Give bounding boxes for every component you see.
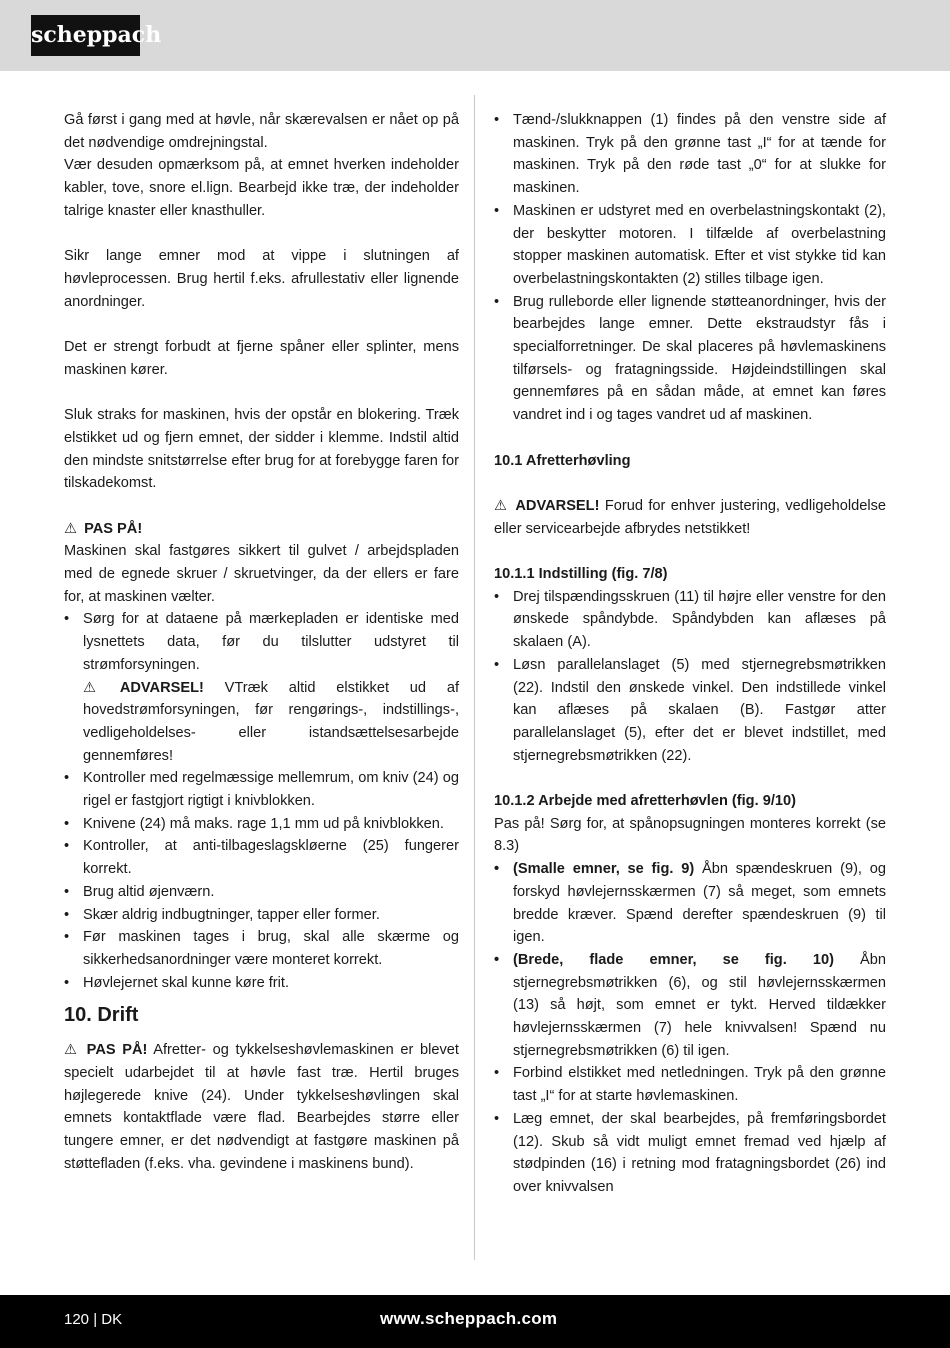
- list-item: • Høvlejernet skal kunne køre frit.: [64, 974, 290, 991]
- left-column: [64, 109, 459, 1176]
- list-item: • Skær aldrig indbugtninger, tapper eller former.: [64, 906, 380, 923]
- list-item: • Knivene (24) må maks. rage 1,1 mm ud på knivblokken.: [64, 815, 444, 832]
- paragraph: Sikr lange emner mod at vippe i slutningen af høvleprocessen. Brug hertil f.eks. afrullestativ eller lignende anordninger.: [64, 248, 459, 310]
- paragraph: Gå først i gang med at høvle, når skærevalsen er nået op på det nødvendige omdrejningstal.: [64, 112, 459, 151]
- list-item: • Sørg for at dataene på mærkepladen er identiske med lysnettets data, før du tilslutter udstyret til strømforsyningen.: [64, 611, 459, 673]
- warning-triangle-icon: ⚠: [64, 520, 78, 537]
- warning-triangle-icon: ⚠: [494, 497, 508, 514]
- right-column: [494, 109, 886, 1199]
- warning-label: PAS PÅ!: [84, 520, 143, 537]
- warning-heading: [64, 518, 459, 541]
- list-item: • Forbind elstikket med netledningen. Tryk på den grønne tast „I“ for at starte høvlemaskinen.: [494, 1065, 886, 1105]
- advarsel-note: ⚠ ADVARSEL! VTræk altid elstikket ud af hovedstrømforsyningen, før rengørings-, indstillings-, vedligeholdelses- eller istandsættelsesarbejde gennemføres!: [64, 677, 459, 768]
- list-item: • Læg emnet, der skal bearbejdes, på fremføringsbordet (12). Skub så vidt muligt emnet fremad ved hjælp af stødpinden (16) i retning mod fratagningsbordet (26) ind over knivvalsen: [494, 1110, 886, 1195]
- website-url: www.scheppach.com: [380, 1309, 558, 1328]
- list-item: • (Brede, flade emner, se fig. 10) Åbn stjernegrebsmøtrikken (6), og stil høvlejernsskærmen (13) så højt, som emnet er tykt. Herved tildækker høvlejernsskærmen (7) hele knivvalsen! Spænd nu stjernegrebsmøtrikken (6) til igen.: [494, 951, 886, 1059]
- list-item: • Drej tilspændingsskruen (11) til højre eller venstre for den ønskede spåndybde. Spåndybden kan aflæses på skalaen (A).: [494, 588, 886, 651]
- list-item: • Løsn parallelanslaget (5) med stjernegrebsmøtrikken (22). Indstil den ønskede vinkel. Den indstillede vinkel kan aflæses på skalaen (B). Fastgør atter parallelanslaget (5), efter det er blevet indstillet, med stjernegrebsmøtrikken (22).: [494, 656, 886, 764]
- advarsel-label: ADVARSEL!: [119, 679, 204, 696]
- header-bar: [0, 0, 950, 71]
- footer-bar: [0, 1295, 950, 1348]
- paragraph: Vær desuden opmærksom på, at emnet hverken indeholder kabler, tove, snore el.lign. Bearbejd ikke træ, der indeholder talrige knaster eller knasthuller.: [64, 157, 459, 219]
- list-item: • Tænd-/slukknappen (1) findes på den venstre side af maskinen. Tryk på den grønne tast „I“ for at tænde for maskinen. Tryk på den røde tast „0“ for at slukke for maskinen.: [494, 112, 886, 197]
- list-item: • (Smalle emner, se fig. 9) Åbn spændeskruen (9), og forskyd høvlejernsskærmen (7) så meget, som emnets bredde kræver. Spænd derefter spændeskruen (9) til igen.: [494, 861, 886, 946]
- list-item: • Brug altid øjenværn.: [64, 883, 215, 900]
- list-item: • Kontroller, at anti-tilbageslagskløerne (25) fungerer korrekt.: [64, 838, 459, 878]
- page-number: 120 | DK: [64, 1311, 123, 1328]
- warning-paragraph: ⚠ ADVARSEL! Forud for enhver justering, vedligeholdelse eller servicearbejde afbrydes netstikket!: [494, 495, 886, 540]
- paragraph: Pas på! Sørg for, at spånopsugningen monteres korrekt (se 8.3): [494, 815, 886, 855]
- subsection-heading: 10.1.2 Arbejde med afretterhøvlen (fig. 9/10): [494, 793, 796, 810]
- section-title: 10. Drift: [64, 1004, 139, 1027]
- list-item: • Brug rulleborde eller lignende støtteanordninger, hvis der bearbejdes lange emner. Dette ekstraudstyr fås i specialforretninger. De skal placeres på høvlemaskinens tilførsels- og fratagningsside. Højdeindstillingen skal gennemføres på en sådan måde, at emnet kan føres vandret ind i og tages vandret ud af maskinen.: [494, 293, 886, 424]
- paragraph: Sluk straks for maskinen, hvis der opstår en blokering. Træk elstikket ud og fjern emnet, der sidder i klemme. Indstil altid den mindste snitstørrelse efter brug for at forebygge faren for tilskadekomst.: [64, 407, 459, 492]
- scheppach-logo: scheppach: [31, 15, 140, 56]
- list-item: • Kontroller med regelmæssige mellemrum, om kniv (24) og rigel er fastgjort rigtigt i knivblokken.: [64, 770, 459, 810]
- warning-triangle-icon: ⚠: [83, 679, 97, 696]
- warning-triangle-icon: ⚠: [64, 1042, 78, 1059]
- list-item: • Maskinen er udstyret med en overbelastningskontakt (2), der beskytter motoren. I tilfælde af overbelastning stopper maskinen automatisk. Efter et vist stykke tid kan overbelastningskontakten (2) stilles tilbage igen.: [494, 202, 886, 287]
- column-divider: [474, 95, 475, 1260]
- paragraph: Maskinen skal fastgøres sikkert til gulvet / arbejdspladen med de egnede skruer / skruetvinger, da der ellers er fare for, at maskinen vælter.: [64, 543, 459, 605]
- list-item: • Før maskinen tages i brug, skal alle skærme og sikkerhedsanordninger være monteret korrekt.: [64, 929, 459, 968]
- subsection-heading: 10.1 Afretterhøvling: [494, 452, 631, 469]
- paragraph: Det er strengt forbudt at fjerne spåner eller splinter, mens maskinen kører.: [64, 339, 459, 378]
- warning-paragraph: ⚠ PAS PÅ! Afretter- og tykkelseshøvlemaskinen er blevet specielt udarbejdet til at høvle fast træ. Hertil bruges højlegerede knive (24). Under tykkelseshøvlingen skal emnets kontaktflade være flad. Bearbejdes større eller tungere emner, er det nødvendigt at fastgøre maskinen på støttefladen (f.eks. vha. gevindene i maskinens bund).: [64, 1039, 459, 1175]
- subsection-heading: 10.1.1 Indstilling (fig. 7/8): [494, 566, 668, 583]
